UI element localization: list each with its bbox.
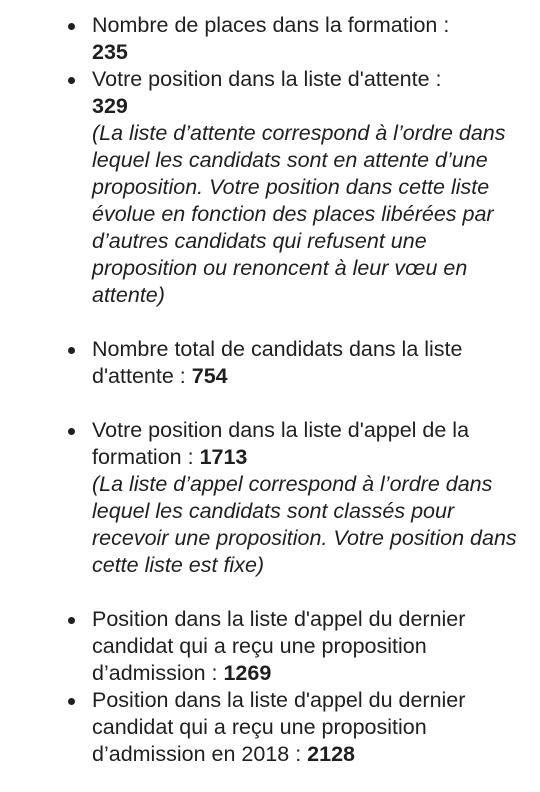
places-value: 235 (92, 40, 128, 64)
last-admitted-value: 1269 (223, 661, 272, 685)
call-list-position-value: 1713 (199, 445, 248, 469)
waitlist-position-label: Votre position dans la liste d'attente : (92, 67, 442, 91)
list-item-waitlist-position (0, 66, 522, 309)
last-admitted-label: Position dans la liste d'appel du dernier candidat qui a reçu une proposition d’admission : (92, 607, 466, 685)
list-item-waitlist-total (0, 336, 522, 390)
waitlist-total-label: Nombre total de candidats dans la liste d'attente : (92, 337, 463, 388)
list-item-places (0, 12, 522, 66)
waitlist-total-value: 754 (191, 364, 228, 388)
list-item-call-list-position (0, 417, 522, 579)
list-item-last-admitted-position (0, 606, 522, 687)
call-list-explanation-note: (La liste d’appel correspond à l’ordre dans lequel les candidats sont classés pour recevoir une proposition. Votre position dans cette liste est fixe) (92, 472, 517, 577)
waitlist-explanation-note: (La liste d’attente correspond à l’ordre dans lequel les candidats sont en attente d’une proposition. Votre position dans cette liste évolue en fonction des places libérées par d’autres candidats qui refusent une proposition ou renoncent à leur vœu en attente) (92, 121, 506, 307)
list-item-last-admitted-2018 (0, 687, 522, 768)
last-admitted-2018-value: 2128 (307, 742, 355, 766)
last-admitted-2018-label: Position dans la liste d'appel du dernier candidat qui a reçu une proposition d’admission en 2018 : (92, 688, 466, 766)
waitlist-position-value: 329 (92, 94, 128, 118)
places-label: Nombre de places dans la formation : (92, 13, 450, 37)
call-list-position-label: Votre position dans la liste d'appel de la formation : (92, 418, 470, 469)
